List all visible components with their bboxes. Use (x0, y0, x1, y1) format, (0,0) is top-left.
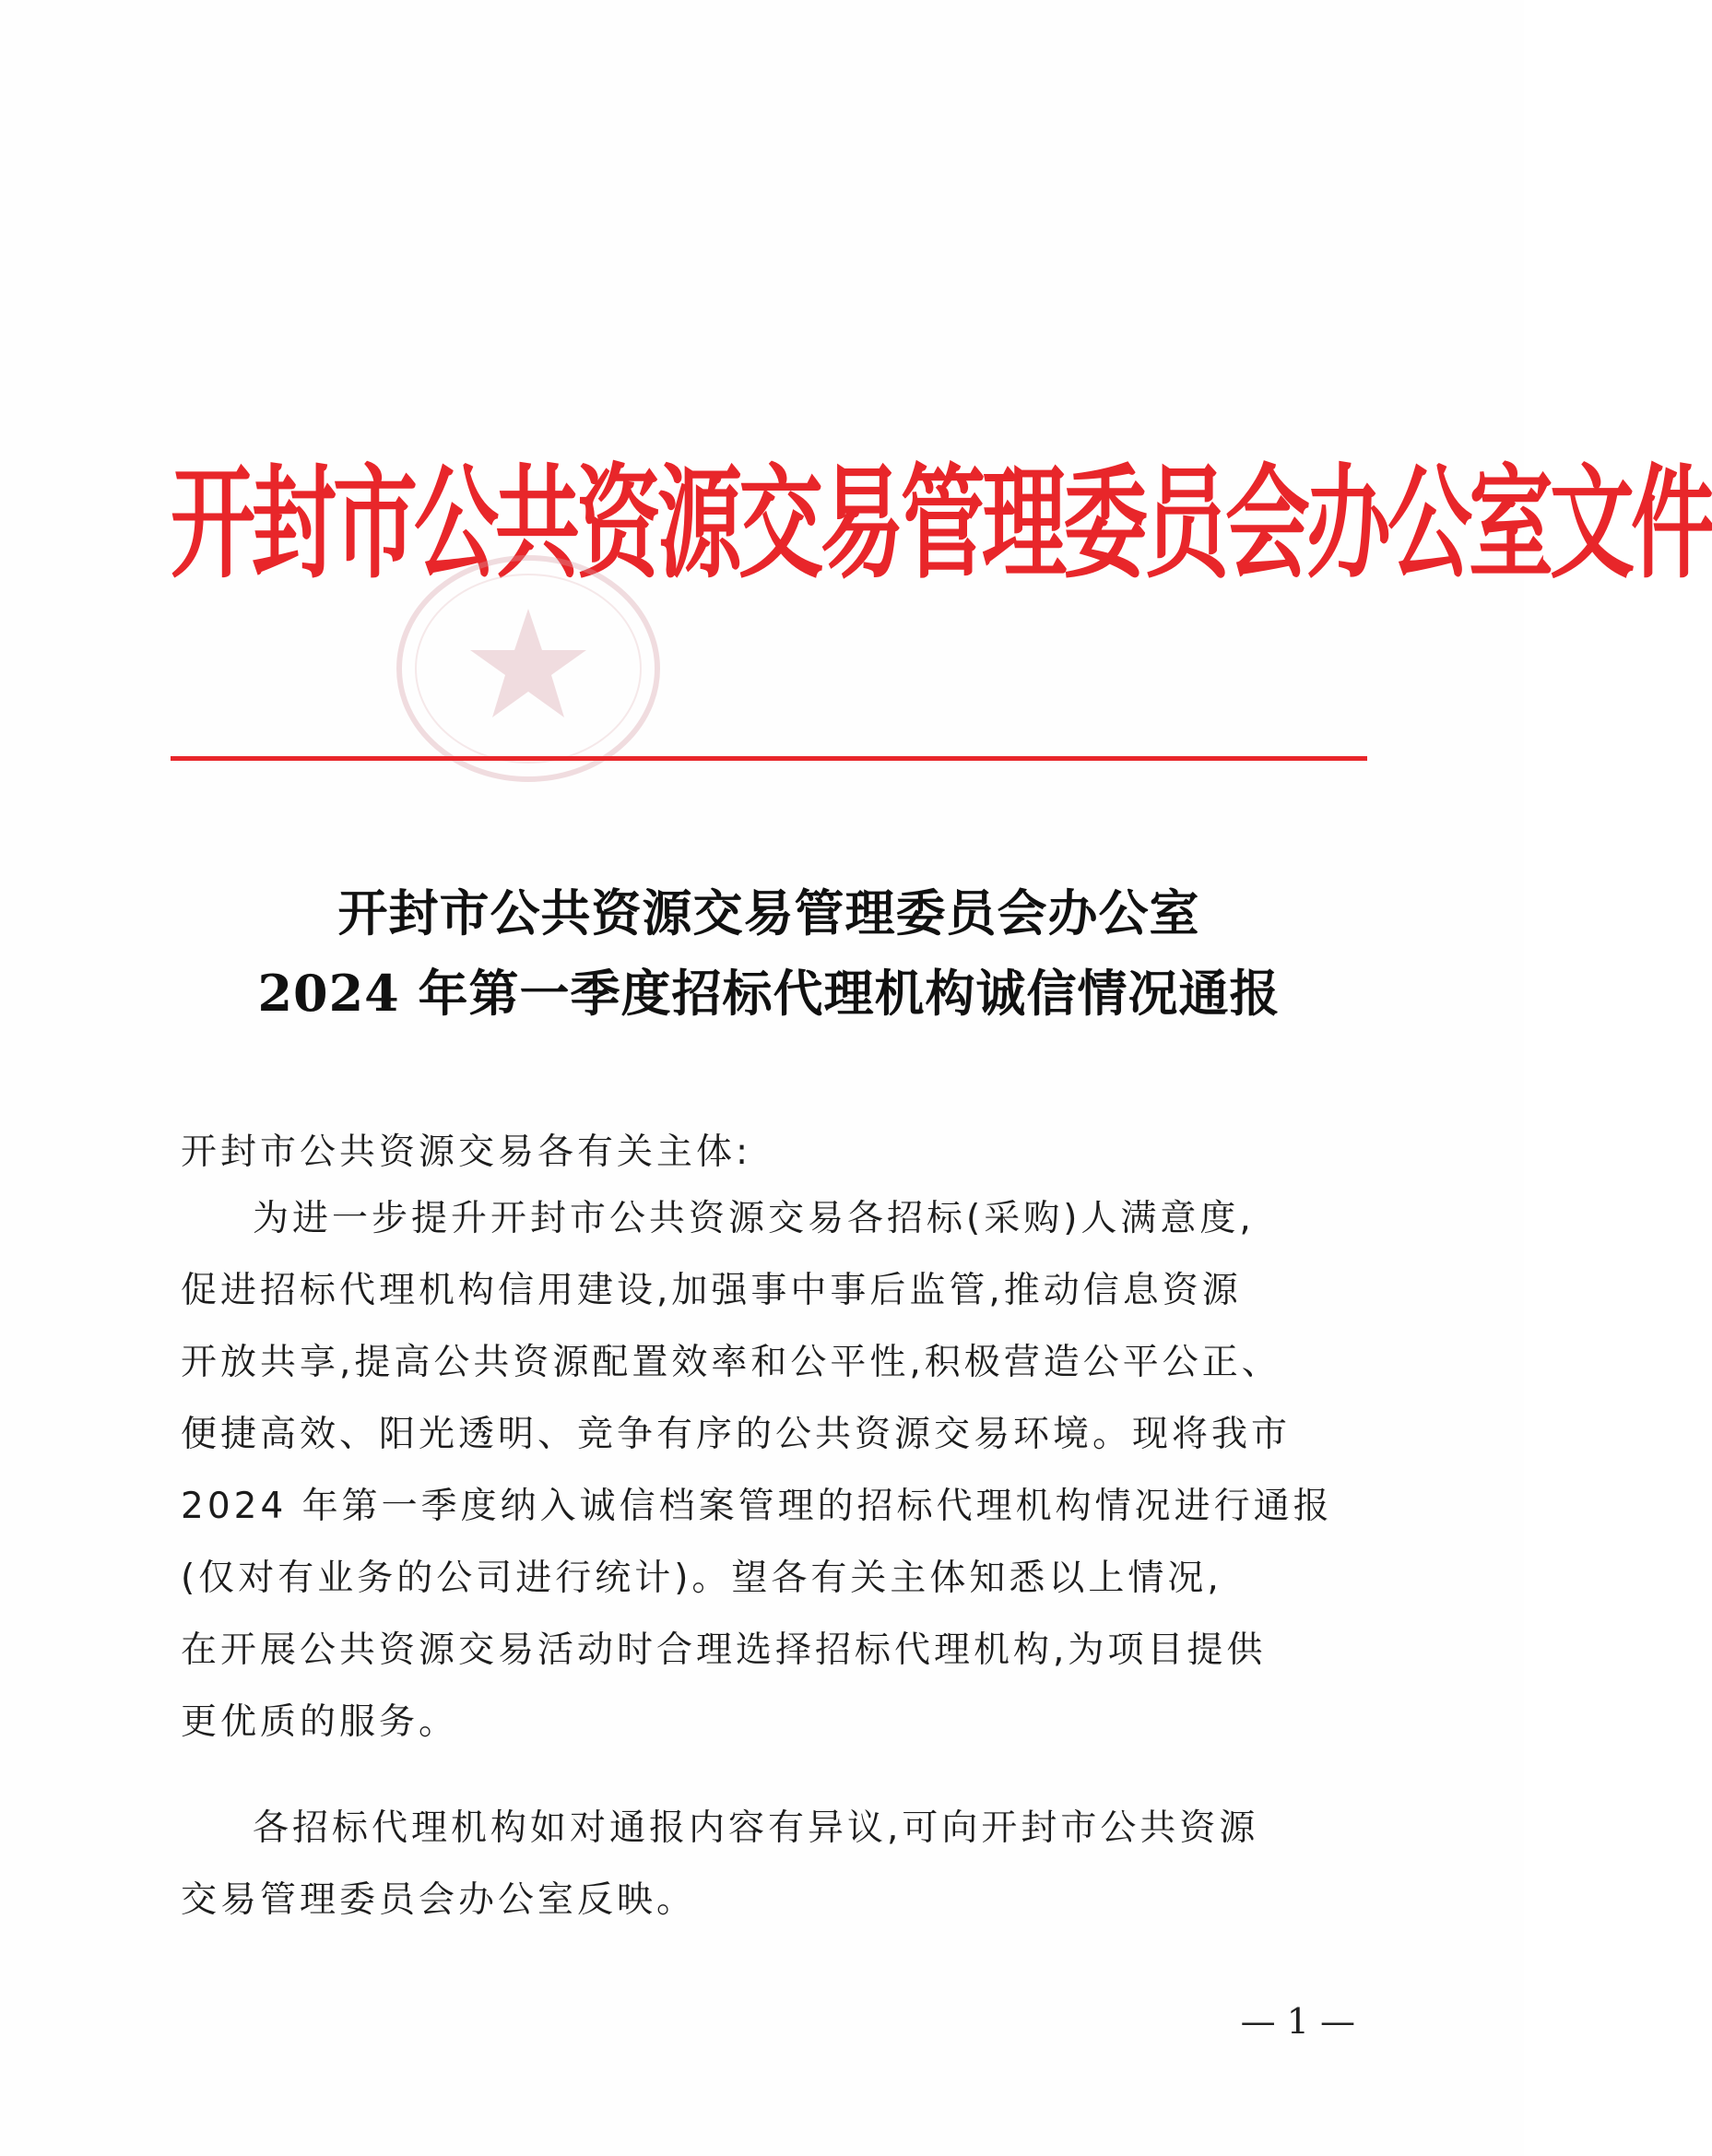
letterhead-title: 开封市公共资源交易管理委员会办公室文件 (171, 452, 1712, 596)
paragraph-1 (181, 1183, 1339, 1759)
letterhead-divider (171, 756, 1367, 761)
paragraph-1-line: 2024 年第一季度纳入诚信档案管理的招标代理机构情况进行通报 (181, 1486, 1333, 1527)
salutation: 开封市公共资源交易各有关主体: (181, 1131, 752, 1173)
paragraph-1-line: 便捷高效、阳光透明、竞争有序的公共资源交易环境。现将我市 (181, 1414, 1292, 1455)
document-title-line-1: 开封市公共资源交易管理委员会办公室 (337, 883, 1200, 942)
paragraph-1-line: 更优质的服务。 (181, 1701, 459, 1743)
paragraph-1-line: 为进一步提升开封市公共资源交易各招标(采购)人满意度, (253, 1198, 1255, 1239)
paragraph-2-line: 各招标代理机构如对通报内容有异议,可向开封市公共资源 (253, 1807, 1259, 1849)
paragraph-1-line: (仅对有业务的公司进行统计)。望各有关主体知悉以上情况, (181, 1558, 1222, 1599)
paragraph-1-line: 开放共享,提高公共资源配置效率和公平性,积极营造公平公正、 (181, 1342, 1281, 1383)
page-number: — 1 — (1240, 2001, 1355, 2042)
paragraph-1-line: 在开展公共资源交易活动时合理选择招标代理机构,为项目提供 (181, 1629, 1267, 1671)
paragraph-2-line: 交易管理委员会办公室反映。 (181, 1879, 697, 1921)
paragraph-1-line: 促进招标代理机构信用建设,加强事中事后监管,推动信息资源 (181, 1270, 1242, 1311)
document-title-line-2: 2024 年第一季度招标代理机构诚信情况通报 (257, 964, 1281, 1023)
paragraph-2 (181, 1793, 1339, 1937)
